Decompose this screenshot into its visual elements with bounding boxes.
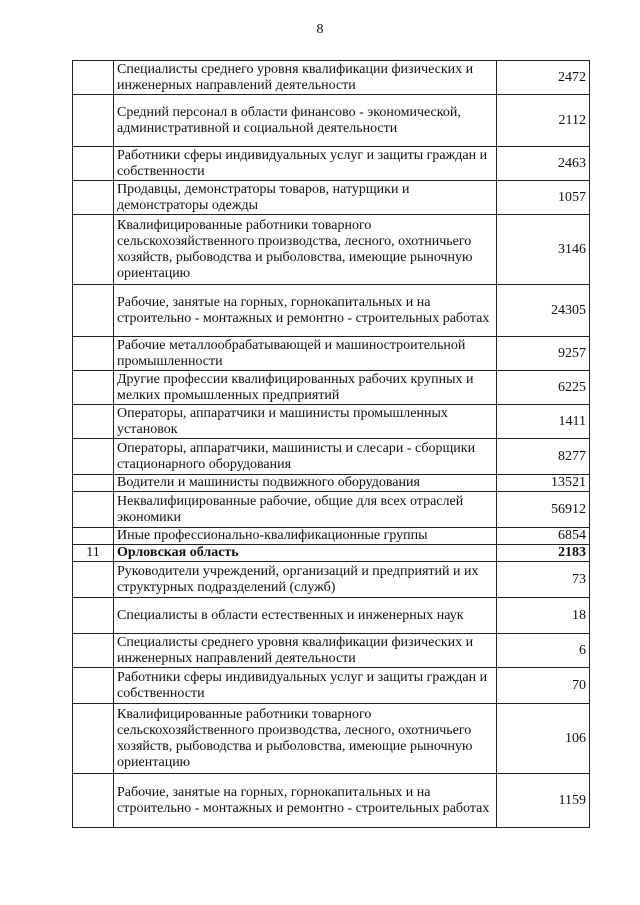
occupation-value: 6 <box>497 634 590 668</box>
occupation-value: 56912 <box>497 492 590 528</box>
occupation-value: 73 <box>497 562 590 598</box>
row-number <box>73 285 114 337</box>
occupation-name: Работники сферы индивидуальных услуг и защиты граждан и собственности <box>114 668 497 704</box>
table-row <box>73 181 590 215</box>
row-number <box>73 61 114 95</box>
occupation-name: Неквалифицированные рабочие, общие для всех отраслей экономики <box>114 492 497 528</box>
table-row <box>73 634 590 668</box>
occupation-name: Специалисты среднего уровня квалификации физических и инженерных направлений деятельности <box>114 61 497 95</box>
occupation-value: 13521 <box>497 475 590 492</box>
row-number <box>73 774 114 828</box>
region-name: Орловская область <box>114 545 497 562</box>
row-number <box>73 181 114 215</box>
occupation-name: Операторы, аппаратчики и машинисты промышленных установок <box>114 405 497 439</box>
occupation-name: Специалисты в области естественных и инженерных наук <box>114 598 497 634</box>
occupation-value: 24305 <box>497 285 590 337</box>
table-row <box>73 704 590 774</box>
row-number <box>73 598 114 634</box>
table-row <box>73 475 590 492</box>
table-row <box>73 285 590 337</box>
occupation-value: 1159 <box>497 774 590 828</box>
occupation-value: 2112 <box>497 95 590 147</box>
table-row <box>73 371 590 405</box>
row-number <box>73 95 114 147</box>
occupation-value: 9257 <box>497 337 590 371</box>
occupation-value: 1411 <box>497 405 590 439</box>
occupation-name: Руководители учреждений, организаций и предприятий и их структурных подразделений (служб) <box>114 562 497 598</box>
row-number <box>73 371 114 405</box>
row-number <box>73 562 114 598</box>
occupation-table <box>72 60 590 828</box>
table-row <box>73 337 590 371</box>
occupation-name: Работники сферы индивидуальных услуг и защиты граждан и собственности <box>114 147 497 181</box>
table-row <box>73 147 590 181</box>
table-row <box>73 215 590 285</box>
occupation-name: Рабочие, занятые на горных, горнокапитальных и на строительно - монтажных и ремонтно - строительных работах <box>114 774 497 828</box>
row-number <box>73 337 114 371</box>
table-row <box>73 61 590 95</box>
row-number <box>73 405 114 439</box>
table-row <box>73 95 590 147</box>
row-number: 11 <box>73 545 114 562</box>
table-row <box>73 439 590 475</box>
occupation-value: 6225 <box>497 371 590 405</box>
table-row <box>73 528 590 545</box>
occupation-name: Продавцы, демонстраторы товаров, натурщики и демонстраторы одежды <box>114 181 497 215</box>
row-number <box>73 439 114 475</box>
table-row <box>73 405 590 439</box>
occupation-value: 6854 <box>497 528 590 545</box>
table-row <box>73 598 590 634</box>
table-row <box>73 774 590 828</box>
occupation-value: 106 <box>497 704 590 774</box>
table-row <box>73 492 590 528</box>
occupation-name: Рабочие металлообрабатывающей и машиностроительной промышленности <box>114 337 497 371</box>
occupation-value: 3146 <box>497 215 590 285</box>
region-total: 2183 <box>497 545 590 562</box>
table-row <box>73 668 590 704</box>
occupation-value: 8277 <box>497 439 590 475</box>
occupation-value: 1057 <box>497 181 590 215</box>
occupation-name: Другие профессии квалифицированных рабочих крупных и мелких промышленных предприятий <box>114 371 497 405</box>
occupation-value: 2463 <box>497 147 590 181</box>
occupation-name: Операторы, аппаратчики, машинисты и слесари - сборщики стационарного оборудования <box>114 439 497 475</box>
occupation-name: Водители и машинисты подвижного оборудования <box>114 475 497 492</box>
occupation-value: 18 <box>497 598 590 634</box>
row-number <box>73 704 114 774</box>
occupation-value: 2472 <box>497 61 590 95</box>
row-number <box>73 528 114 545</box>
row-number <box>73 215 114 285</box>
row-number <box>73 475 114 492</box>
row-number <box>73 492 114 528</box>
row-number <box>73 147 114 181</box>
row-number <box>73 668 114 704</box>
table-row <box>73 562 590 598</box>
occupation-name: Иные профессионально-квалификационные группы <box>114 528 497 545</box>
occupation-name: Квалифицированные работники товарного сельскохозяйственного производства, лесного, охотничьего хозяйств, рыбоводства и рыболовства, имеющие рыночную ориентацию <box>114 215 497 285</box>
row-number <box>73 634 114 668</box>
occupation-name: Рабочие, занятые на горных, горнокапитальных и на строительно - монтажных и ремонтно - строительных работах <box>114 285 497 337</box>
occupation-value: 70 <box>497 668 590 704</box>
occupation-name: Средний персонал в области финансово - экономической, административной и социальной деятельности <box>114 95 497 147</box>
page-number: 8 <box>316 22 324 37</box>
occupation-name: Специалисты среднего уровня квалификации физических и инженерных направлений деятельности <box>114 634 497 668</box>
occupation-name: Квалифицированные работники товарного сельскохозяйственного производства, лесного, охотничьего хозяйств, рыбоводства и рыболовства, имеющие рыночную ориентацию <box>114 704 497 774</box>
region-row <box>73 545 590 562</box>
